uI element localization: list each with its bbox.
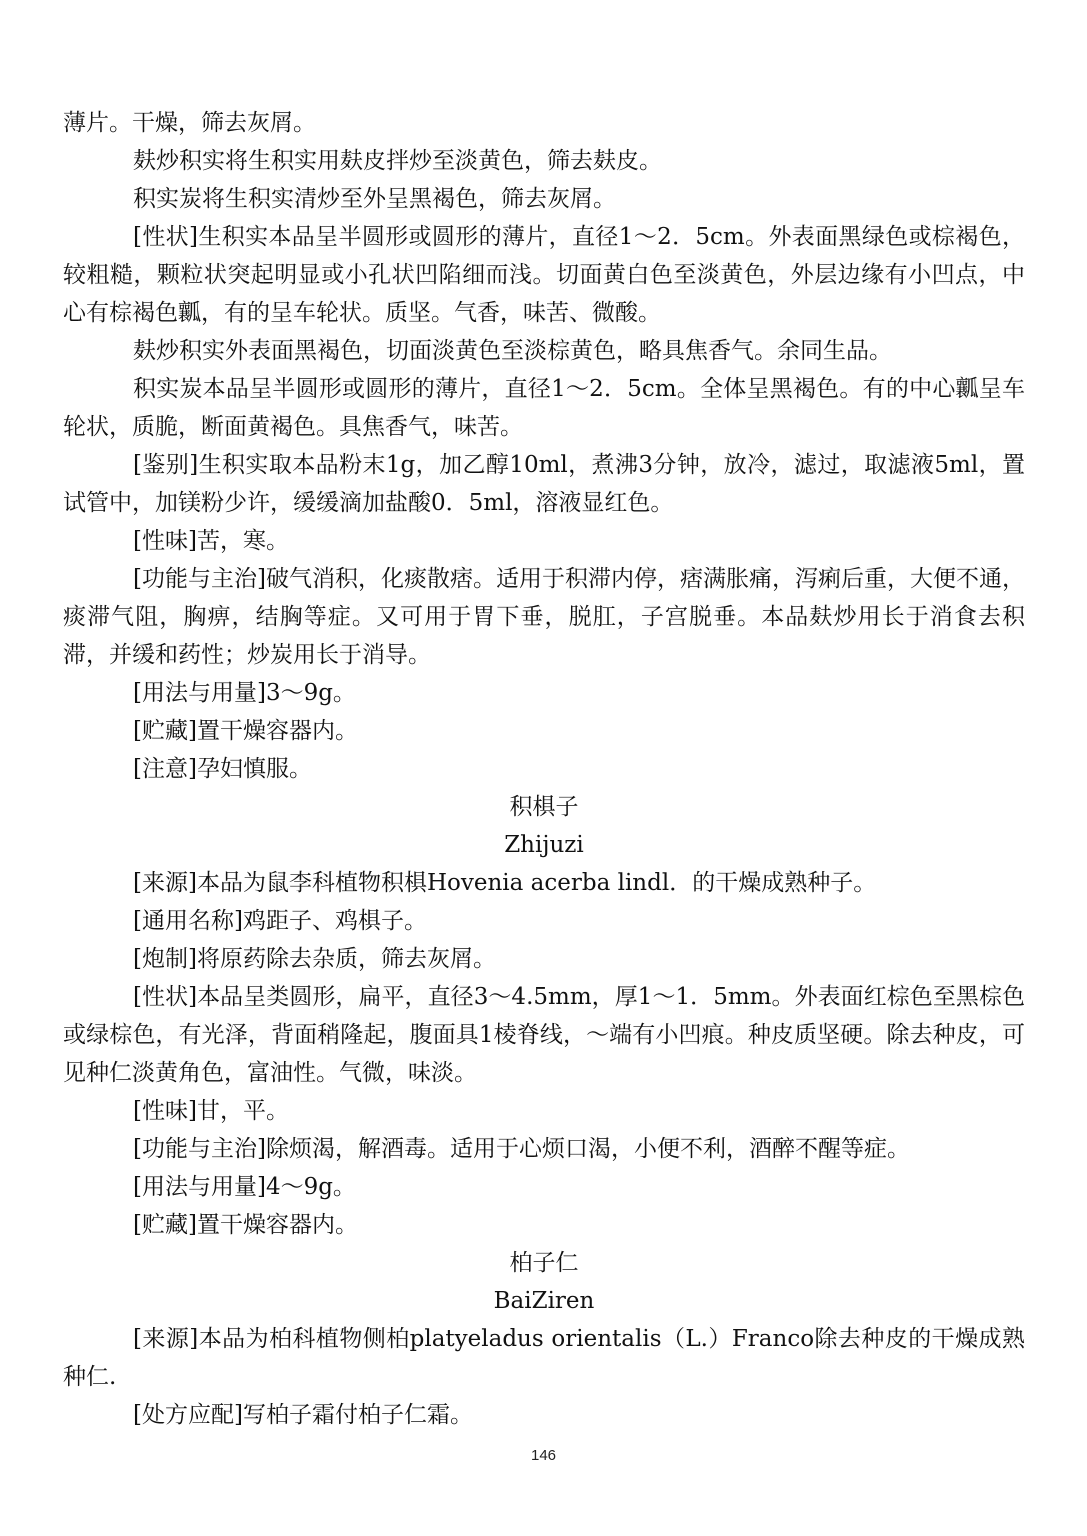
paragraph: [性味]苦，寒。 (133, 528, 289, 554)
paragraph: [用法与用量]4～9g。 (133, 1174, 356, 1200)
paragraph: [贮藏]置干燥容器内。 (133, 1212, 358, 1238)
paragraph: 薄片。干燥，筛去灰屑。 (63, 110, 316, 136)
paragraph: [性味]甘，平。 (133, 1098, 289, 1124)
paragraph: [通用名称]鸡距子、鸡椇子。 (133, 908, 427, 934)
paragraph: [来源]本品为鼠李科植物积椇Hovenia acerba lindl．的干燥成熟种子。 (133, 870, 877, 896)
paragraph: [性状]本品呈类圆形，扁平，直径3～4.5mm，厚1～1．5mm。外表面红棕色至黑棕色或绿棕色，有光泽，背面稍隆起，腹面具1棱脊线，～端有小凹痕。种皮质坚硬。除去种皮，可见种仁淡黄角色，富油性。气微，味淡。 (63, 984, 1025, 1086)
paragraph: [贮藏]置干燥容器内。 (133, 718, 358, 744)
paragraph: [注意]孕妇慎服。 (133, 756, 312, 782)
paragraph: [功能与主治]破气消积，化痰散痞。适用于积滞内停，痞满胀痛，泻痢后重，大便不通，痰滞气阻，胸痹，结胸等症。又可用于胃下垂，脱肛，子宫脱垂。本品麸炒用长于消食去积滞，并缓和药性；炒炭用长于消导。 (63, 566, 1025, 668)
paragraph: [用法与用量]3～9g。 (133, 680, 356, 706)
section-pinyin: BaiZiren (493, 1288, 595, 1314)
paragraph: 积实炭本品呈半圆形或圆形的薄片，直径1～2．5cm。全体呈黑褐色。有的中心瓤呈车轮状，质脆，断面黄褐色。具焦香气，味苦。 (63, 376, 1025, 440)
paragraph: 麸炒积实外表面黑褐色，切面淡黄色至淡棕黄色，略具焦香气。余同生品。 (133, 338, 892, 364)
paragraph: 麸炒积实将生积实用麸皮拌炒至淡黄色，筛去麸皮。 (133, 148, 662, 174)
paragraph: [功能与主治]除烦渴，解酒毒。适用于心烦口渴，小便不利，酒醉不醒等症。 (133, 1136, 910, 1162)
document-body (63, 104, 1025, 1434)
page-number: 146 (530, 1447, 557, 1464)
paragraph: [处方应配]写柏子霜付柏子仁霜。 (133, 1402, 473, 1428)
paragraph: [鉴别]生积实取本品粉末1g，加乙醇10ml，煮沸3分钟，放冷，滤过，取滤液5ml，置试管中，加镁粉少许，缓缓滴加盐酸0．5ml，溶液显红色。 (63, 452, 1025, 516)
section-title: 积椇子 (509, 794, 579, 820)
section-title: 柏子仁 (509, 1250, 579, 1276)
paragraph: [性状]生积实本品呈半圆形或圆形的薄片，直径1～2．5cm。外表面黑绿色或棕褐色，较粗糙，颗粒状突起明显或小孔状凹陷细而浅。切面黄白色至淡黄色，外层边缘有小凹点，中心有棕褐色瓤，有的呈车轮状。质坚。气香，味苦、微酸。 (63, 224, 1025, 326)
paragraph: [来源]本品为柏科植物侧柏platyeladus orientalis（L.）Franco除去种皮的干燥成熟种仁. (63, 1326, 1025, 1390)
section-pinyin: Zhijuzi (504, 832, 584, 858)
paragraph: 积实炭将生积实清炒至外呈黑褐色，筛去灰屑。 (133, 186, 616, 212)
paragraph: [炮制]将原药除去杂质，筛去灰屑。 (133, 946, 496, 972)
